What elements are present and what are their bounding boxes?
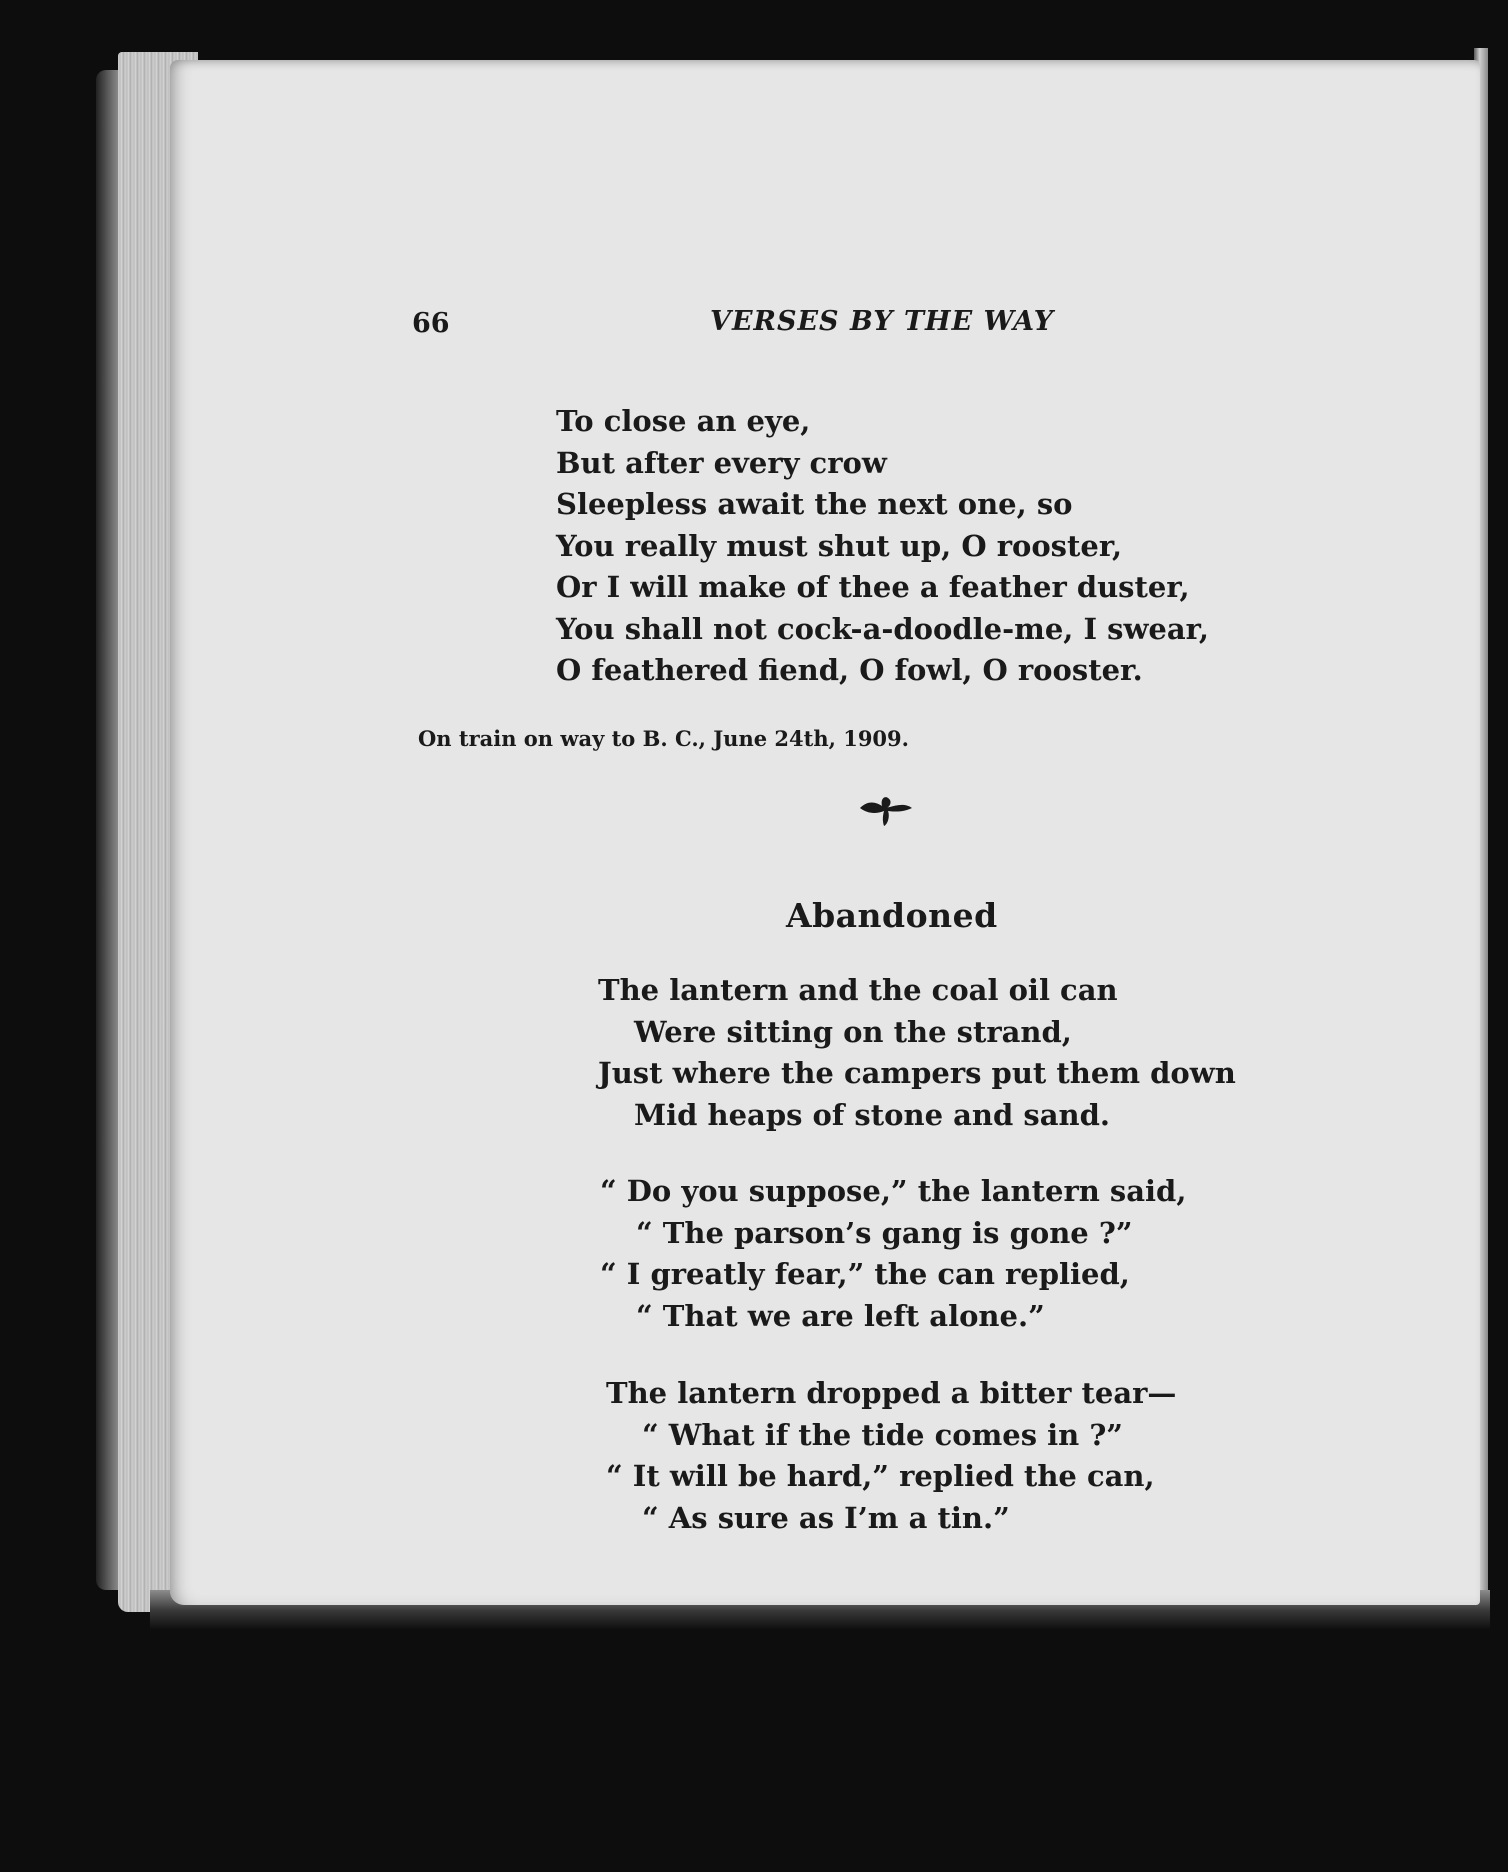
poem-line: O feathered fiend, O fowl, O rooster.: [556, 653, 1143, 687]
poem-title: Abandoned: [786, 896, 998, 935]
dateline: On train on way to B. C., June 24th, 1909.: [418, 726, 909, 751]
poem-line: Or I will make of thee a feather duster,: [556, 570, 1190, 604]
poem-line: “ That we are left alone.”: [636, 1298, 1045, 1333]
poem-line: The lantern dropped a bitter tear—: [606, 1376, 1177, 1410]
poem-line: Mid heaps of stone and sand.: [634, 1097, 1110, 1132]
poem-line: “ The parson’s gang is gone ?”: [636, 1215, 1133, 1250]
poem-line: But after every crow: [556, 445, 887, 480]
stanza: [598, 970, 1236, 1136]
fleuron-icon: [858, 790, 914, 830]
running-title: VERSES BY THE WAY: [710, 306, 1055, 337]
poem-line: “ Do you suppose,” the lantern said,: [600, 1174, 1187, 1208]
poem-line: Just where the campers put them down: [598, 1056, 1236, 1090]
poem-line: The lantern and the coal oil can: [598, 973, 1118, 1007]
poem-line: To close an eye,: [556, 404, 811, 438]
poem-line: You shall not cock-a-doodle-me, I swear,: [556, 611, 1209, 646]
poem-line: “ What if the tide comes in ?”: [642, 1417, 1123, 1452]
stanza: [606, 1373, 1176, 1539]
page-number: 66: [412, 308, 450, 339]
poem-line: “ I greatly fear,” the can replied,: [600, 1257, 1130, 1291]
stanza: [600, 1171, 1186, 1337]
poem-line: You really must shut up, O rooster,: [556, 528, 1123, 563]
poem-line: Sleepless await the next one, so: [556, 487, 1073, 521]
poem-line: “ As sure as I’m a tin.”: [642, 1500, 1010, 1535]
poem-continued: [556, 401, 1209, 692]
poem-line: “ It will be hard,” replied the can,: [606, 1459, 1155, 1493]
poem-line: Were sitting on the strand,: [634, 1014, 1072, 1049]
